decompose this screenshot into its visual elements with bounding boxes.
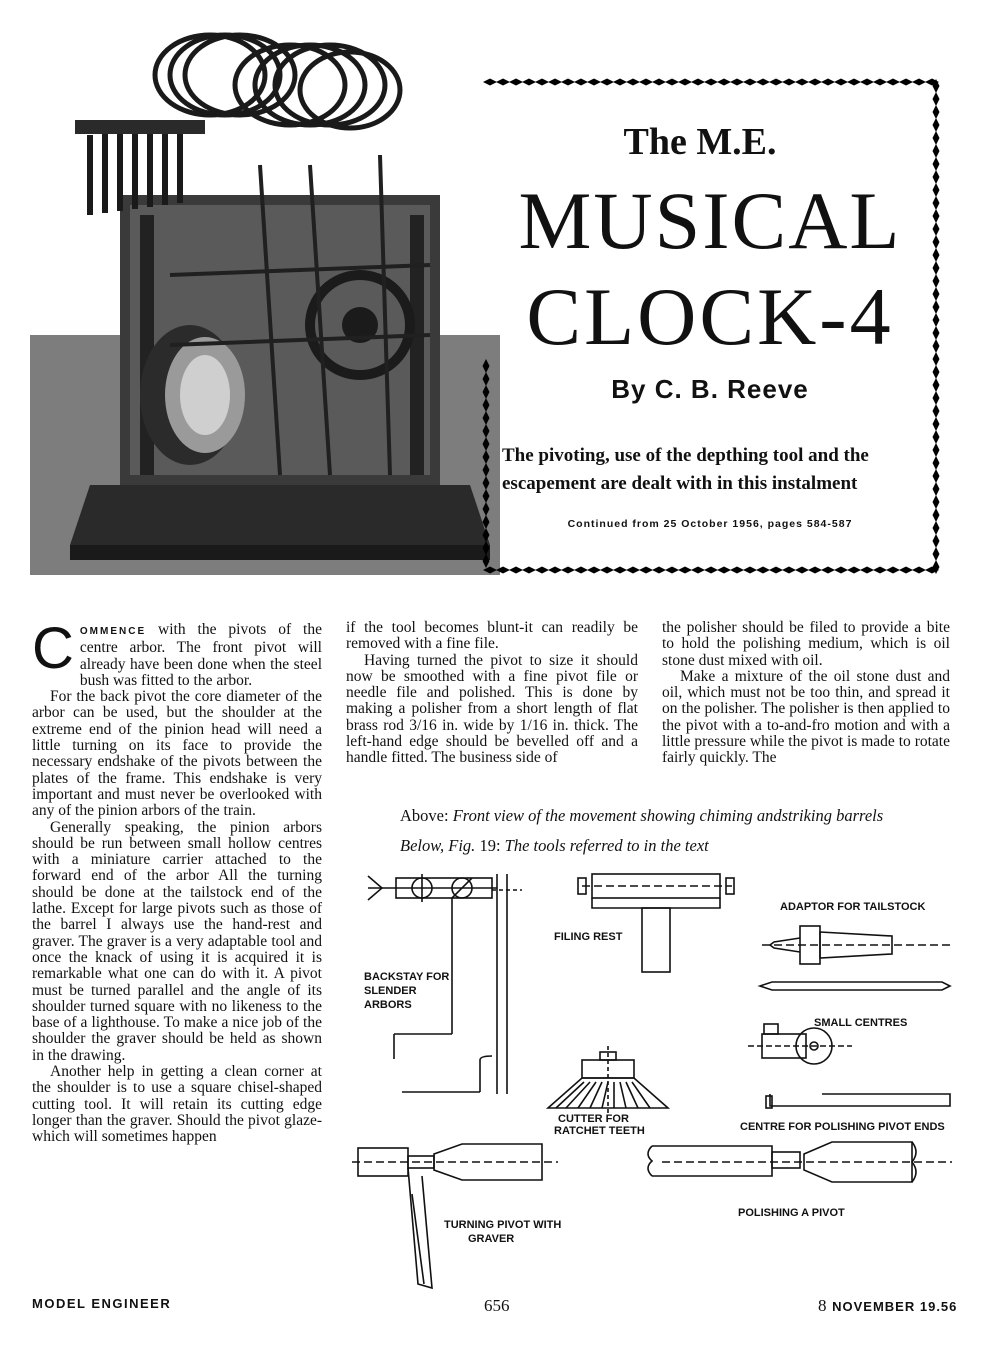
border-diamond	[483, 437, 490, 451]
border-diamond	[483, 359, 490, 373]
border-diamond	[933, 261, 940, 275]
label-backstay-1: BACKSTAY FOR	[364, 971, 450, 983]
label-backstay-2: SLENDER	[364, 985, 417, 997]
border-diamond	[933, 105, 940, 119]
label-cutter-1: CUTTER FOR	[558, 1113, 629, 1125]
caption-above	[400, 806, 960, 826]
border-diamond	[933, 508, 940, 522]
label-turning-1: TURNING PIVOT WITH	[444, 1219, 562, 1231]
border-diamond	[933, 118, 940, 132]
border-diamond	[639, 567, 653, 574]
border-diamond	[933, 170, 940, 184]
border-diamond	[933, 391, 940, 405]
border-diamond	[769, 567, 783, 574]
border-diamond	[509, 79, 523, 86]
border-diamond	[483, 515, 490, 529]
page-number: 656	[484, 1296, 510, 1315]
caption-text: The tools referred to in the text	[504, 836, 709, 855]
paragraph: Having turned the pivot to size it should now be smoothed with a fine pivot file or needle file and polished. This is done by making a polisher from a short length of flat brass rod 3/16 in. wide by 1/16 in. thick. The left-hand edge should be bevelled off and a handle fitted. The business side of	[346, 651, 638, 767]
label-filing-rest: FILING REST	[554, 931, 623, 943]
clock-movement-photo	[30, 15, 500, 575]
label-polishing: POLISHING A PIVOT	[738, 1207, 845, 1219]
paragraph-text: with the pivots of the centre arbor. The front pivot will already have been done when the steel bush was fitted to the arbor.	[79, 621, 322, 689]
paragraph: the polisher should be filed to provide a bite to hold the polishing medium, which is oil stone dust mixed with oil.	[662, 619, 950, 669]
border-diamond	[847, 567, 861, 574]
border-diamond	[509, 567, 523, 574]
border-diamond	[782, 567, 796, 574]
border-diamond	[483, 489, 490, 503]
figure-number: 19:	[479, 836, 501, 855]
border-diamond	[933, 404, 940, 418]
border-diamond	[933, 443, 940, 457]
filing-rest-drawing	[578, 874, 734, 972]
border-diamond	[652, 567, 666, 574]
border-diamond	[704, 79, 718, 86]
border-diamond	[665, 567, 679, 574]
border-diamond	[834, 567, 848, 574]
border-diamond	[933, 378, 940, 392]
border-diamond	[522, 567, 536, 574]
border-diamond	[483, 372, 490, 386]
border-diamond	[483, 476, 490, 490]
border-diamond	[587, 79, 601, 86]
label-adaptor: ADAPTOR FOR TAILSTOCK	[780, 901, 926, 913]
caption-text: Front view of the movement showing chiming andstriking barrels	[452, 806, 884, 825]
paragraph: if the tool becomes blunt-it can readily be removed with a fine file.	[346, 619, 638, 653]
border-diamond	[912, 79, 926, 86]
border-diamond	[847, 79, 861, 86]
border-diamond	[496, 79, 510, 86]
border-diamond	[717, 567, 731, 574]
column-1	[32, 616, 322, 1146]
border-diamond	[483, 398, 490, 412]
border-diamond	[933, 365, 940, 379]
border-diamond	[587, 567, 601, 574]
title-line-1: MUSICAL	[518, 175, 902, 266]
border-diamond	[483, 528, 490, 542]
border-diamond	[743, 79, 757, 86]
footer-day: 8	[818, 1296, 828, 1315]
border-diamond	[548, 567, 562, 574]
border-diamond	[483, 450, 490, 464]
border-diamond	[769, 79, 783, 86]
border-diamond	[691, 567, 705, 574]
border-diamond	[933, 547, 940, 561]
border-diamond	[821, 567, 835, 574]
border-diamond	[535, 79, 549, 86]
border-diamond	[483, 385, 490, 399]
label-cutter-2: RATCHET TEETH	[554, 1125, 645, 1137]
border-diamond	[756, 567, 770, 574]
border-diamond	[483, 502, 490, 516]
border-diamond	[496, 567, 510, 574]
border-diamond	[933, 469, 940, 483]
title-line-2: CLOCK-4	[526, 271, 894, 362]
centre-for-polishing-drawing	[766, 1094, 950, 1108]
border-diamond	[912, 567, 926, 574]
border-diamond	[795, 79, 809, 86]
border-diamond	[808, 79, 822, 86]
border-diamond	[933, 144, 940, 158]
border-diamond	[933, 235, 940, 249]
border-diamond	[678, 567, 692, 574]
border-diamond	[561, 79, 575, 86]
border-diamond	[933, 196, 940, 210]
border-diamond	[600, 79, 614, 86]
column-2	[346, 620, 638, 767]
label-centre-polishing: CENTRE FOR POLISHING PIVOT ENDS	[740, 1121, 945, 1133]
border-diamond	[704, 567, 718, 574]
border-diamond	[933, 313, 940, 327]
border-diamond	[933, 456, 940, 470]
figure-19-tools-drawing	[352, 864, 964, 1294]
border-diamond	[483, 411, 490, 425]
border-diamond	[483, 567, 497, 574]
border-diamond	[626, 79, 640, 86]
drop-cap: C	[32, 616, 74, 681]
border-diamond	[691, 79, 705, 86]
standfirst: The pivoting, use of the depthing tool and the escapement are dealt with in this instalment	[502, 445, 869, 494]
border-diamond	[933, 183, 940, 197]
border-diamond	[933, 92, 940, 106]
border-diamond	[933, 352, 940, 366]
border-diamond	[678, 79, 692, 86]
paragraph: For the back pivot the core diameter of the arbor can be used, but the shoulder at the extreme end of the pinion head will need a little turning on its face to provide the necessary endshake of the pivots between the plates of the frame. This endshake is very important and must never be overlooked with any of the pinion arbors of the train.	[32, 688, 322, 820]
border-diamond	[600, 567, 614, 574]
footer-date	[818, 1296, 957, 1316]
border-diamond	[730, 567, 744, 574]
footer-month-year: NOVEMBER 19.56	[832, 1299, 958, 1314]
continued-note: Continued from 25 October 1956, pages 584-587	[567, 518, 853, 530]
border-diamond	[886, 79, 900, 86]
border-diamond	[933, 248, 940, 262]
border-diamond	[483, 424, 490, 438]
turning-pivot-drawing	[352, 1144, 558, 1288]
border-diamond	[933, 131, 940, 145]
paragraph: Generally speaking, the pinion arbors should be run between small hollow centres with a miniature carrier attached to the forward end of the arbor All the turning should be done at the tailstock end of the lathe. Except for large pivots such as those of the barrel I always use the hand-rest and graver. The graver is a very adaptable tool and once the knack of using it is acquired it is remarkable what one can do with it. A pivot must be turned parallel and the angle of its shoulder turned square with no likeness to the base of a lighthouse. To make a nice job of the shoulder the graver should be held as shown in the drawing.	[32, 818, 322, 1064]
border-diamond	[535, 567, 549, 574]
polishing-pivot-drawing	[648, 1142, 952, 1182]
small-caps-lead: OMMENCE	[79, 626, 147, 637]
caption-lead: Above:	[400, 806, 449, 825]
border-diamond	[808, 567, 822, 574]
title-prefix: The M.E.	[623, 121, 777, 163]
border-diamond	[933, 222, 940, 236]
border-diamond	[717, 79, 731, 86]
border-diamond	[522, 79, 536, 86]
border-diamond	[860, 79, 874, 86]
border-diamond	[933, 287, 940, 301]
label-small-centres: SMALL CENTRES	[814, 1017, 908, 1029]
border-diamond	[483, 463, 490, 477]
border-diamond	[483, 554, 490, 568]
border-diamond	[613, 79, 627, 86]
border-diamond	[873, 79, 887, 86]
border-diamond	[834, 79, 848, 86]
footer-magazine: MODEL ENGINEER	[32, 1296, 172, 1311]
border-diamond	[933, 534, 940, 548]
border-diamond	[483, 541, 490, 555]
border-diamond	[933, 274, 940, 288]
border-diamond	[886, 567, 900, 574]
paragraph: Another help in getting a clean corner at the shoulder is to use a square chisel-shaped cutting tool. It will retain its cutting edge longer than the graver. Should the pivot glaze-which will sometimes happen	[32, 1063, 322, 1146]
label-turning-2: GRAVER	[468, 1233, 515, 1245]
border-diamond	[933, 430, 940, 444]
border-diamond	[613, 567, 627, 574]
border-diamond	[639, 79, 653, 86]
border-diamond	[860, 567, 874, 574]
title-panel	[480, 76, 942, 576]
border-diamond	[821, 79, 835, 86]
column-3	[662, 620, 950, 767]
caption-below	[400, 836, 960, 856]
border-diamond	[652, 79, 666, 86]
border-diamond	[730, 79, 744, 86]
border-diamond	[933, 417, 940, 431]
border-diamond	[548, 79, 562, 86]
border-diamond	[756, 79, 770, 86]
border-diamond	[665, 79, 679, 86]
border-diamond	[782, 79, 796, 86]
border-diamond	[795, 567, 809, 574]
border-diamond	[933, 326, 940, 340]
paragraph: Make a mixture of the oil stone dust and oil, which must not be too thin, and spread it on the polisher. The polisher is then applied to the pivot with a to-and-fro motion and with a little pressure while the pivot is made to rotate fairly quickly. The	[662, 667, 950, 767]
border-diamond	[933, 495, 940, 509]
border-diamond	[574, 79, 588, 86]
backstay-drawing	[368, 874, 522, 1094]
cutter-drawing	[548, 1046, 668, 1116]
small-centres-drawing	[748, 1024, 852, 1064]
border-diamond	[873, 567, 887, 574]
border-diamond	[483, 79, 497, 86]
border-diamond	[933, 300, 940, 314]
author-byline: By C. B. Reeve	[611, 374, 809, 404]
border-diamond	[574, 567, 588, 574]
border-diamond	[933, 339, 940, 353]
border-diamond	[933, 209, 940, 223]
border-diamond	[933, 521, 940, 535]
border-diamond	[899, 567, 913, 574]
paragraph	[32, 616, 322, 689]
adaptor-drawing	[760, 926, 952, 990]
border-diamond	[743, 567, 757, 574]
border-diamond	[899, 79, 913, 86]
label-backstay-3: ARBORS	[364, 999, 412, 1011]
border-diamond	[561, 567, 575, 574]
border-diamond	[626, 567, 640, 574]
border-diamond	[933, 482, 940, 496]
caption-lead: Below, Fig.	[400, 836, 476, 855]
border-diamond	[933, 157, 940, 171]
